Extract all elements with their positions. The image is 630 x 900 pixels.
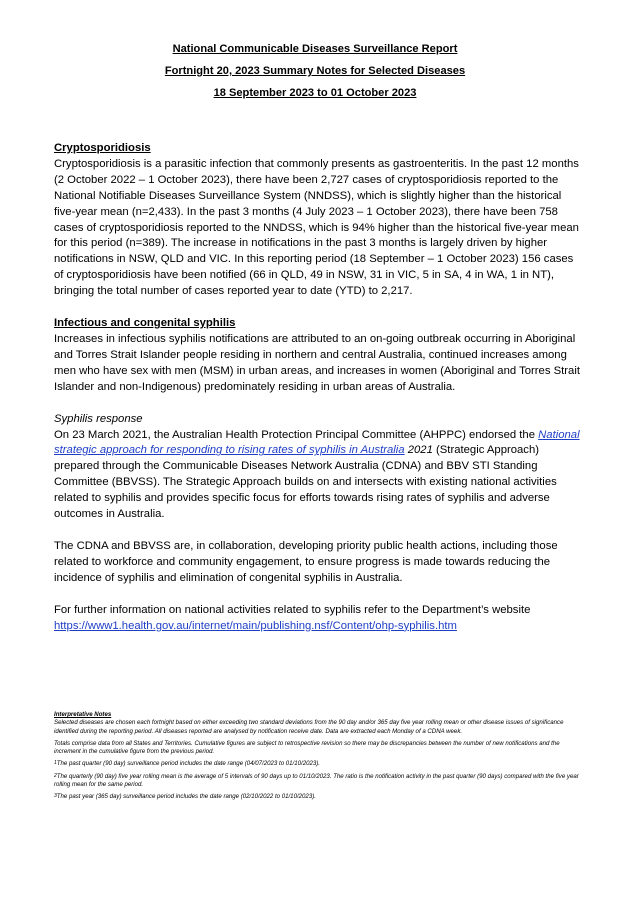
footnote-marker: 3 xyxy=(54,793,57,800)
note-year-period xyxy=(54,793,584,801)
note-totals: Totals comprise data from all States and Territories. Cumulative figures are subject to retrospective revision so there may be discrepancies between the number of new notifications and the increment in the cumulative figure from the previous period. xyxy=(54,739,560,756)
report-subtitle: Fortnight 20, 2023 Summary Notes for Selected Diseases xyxy=(164,65,466,77)
report-date-range: 18 September 2023 to 01 October 2023 xyxy=(213,87,417,99)
cryptosporidiosis-heading: Cryptosporidiosis xyxy=(54,142,151,154)
syphilis-response-heading: Syphilis response xyxy=(54,412,143,425)
department-website-link[interactable]: https://www1.health.gov.au/internet/main/publishing.nsf/Content/ohp-syphilis.htm xyxy=(54,619,457,632)
note-selection-criteria: Selected diseases are chosen each fortnight based on either exceeding two standard deviations from the 90 day and/or 365 day five year rolling mean or other disease issues of significance identified during the reporting period. All diseases reported are analysed by notification receive date. Data are extracted each Monday of a CDNA week. xyxy=(54,719,564,735)
spacer xyxy=(54,587,584,603)
interpretative-notes xyxy=(54,711,584,806)
syphilis-paragraph: Increases in infectious syphilis notifications are attributed to an on-going outbreak occurring in Aboriginal and Torres Strait Islander people residing in northern and central Australia, continued increases among men who have sex with men (MSM) in urban areas, and increases in women (Aboriginal and Torres Strait Islander and non-Indigenous) predominately residing in urban areas of Australia. xyxy=(54,332,580,393)
further-info-link-line xyxy=(54,619,584,635)
syphilis-heading: Infectious and congenital syphilis xyxy=(54,317,236,330)
report-header xyxy=(0,38,630,104)
footnote-marker: 1 xyxy=(54,760,57,767)
syphilis-response-paragraph xyxy=(54,428,584,523)
note-rolling-mean xyxy=(54,773,584,790)
response-text-rest: (Strategic Approach) prepared through the Communicable Diseases Network Australia (CDNA) and BBV STI Standing Committee (BBVSS). The Strategic Approach builds on and intersects with existing national activities related to syphilis and provides specific focus for efforts towards rising rates of syphilis and adverse outcomes in Australia. xyxy=(54,444,557,521)
report-body xyxy=(54,141,584,634)
note-quarter-period xyxy=(54,760,584,768)
strategic-approach-link[interactable]: National strategic approach for responding to rising rates of syphilis in Australia xyxy=(54,428,580,457)
spacer xyxy=(54,523,584,539)
spacer xyxy=(54,300,584,316)
notes-heading: Interpretative Notes xyxy=(54,711,112,718)
strategic-approach-year: 2021 xyxy=(404,444,433,457)
note-text: The past quarter (90 day) surveillance period includes the date range (04/07/2023 to 01/10/2023). xyxy=(56,760,320,768)
footnote-marker: 2 xyxy=(54,772,57,779)
cryptosporidiosis-paragraph: Cryptosporidiosis is a parasitic infection that commonly presents as gastroenteritis. In the past 12 months (2 October 2022 – 1 October 2023), there have been 2,727 cases of cryptosporidiosis reported to the National Notifiable Diseases Surveillance System (NNDSS), which is slightly higher than the historical five-year mean (n=2,433). In the past 3 months (4 July 2023 – 1 October 2023), there have been 758 cases of cryptosporidiosis reported to the NNDSS, which is 94% higher than the historical five-year mean for this period (n=389). The increase in notifications in the past 3 months is largely driven by higher notifications in NSW, QLD and VIC. In this reporting period (18 September – 1 October 2023) 156 cases of cryptosporidiosis have been notified (66 in QLD, 49 in NSW, 31 in VIC, 5 in SA, 4 in WA, 1 in NT), bringing the total number of cases reported year to date (YTD) to 2,217. xyxy=(54,157,579,298)
cdna-bbvss-paragraph: The CDNA and BBVSS are, in collaboration, developing priority public health actions, including those related to workforce and community engagement, to ensure progress is made towards reducing the incidence of syphilis and elimination of congenital syphilis in Australia. xyxy=(54,539,558,584)
spacer xyxy=(54,396,584,412)
note-text: The past year (365 day) surveillance period includes the date range (02/10/2022 to 01/10/2023). xyxy=(56,793,316,801)
report-title: National Communicable Diseases Surveillance Report xyxy=(172,43,458,55)
note-text: The quarterly (90 day) five year rolling mean is the average of 5 intervals of 90 days up to 01/10/2023. The ratio is the notification activity in the past quarter (90 days) compared with the five year rolling mean for the same period. xyxy=(54,772,579,789)
further-info-text: For further information on national activities related to syphilis refer to the Department’s website xyxy=(54,603,531,616)
response-text-intro: On 23 March 2021, the Australian Health Protection Principal Committee (AHPPC) endorsed the xyxy=(54,428,539,441)
